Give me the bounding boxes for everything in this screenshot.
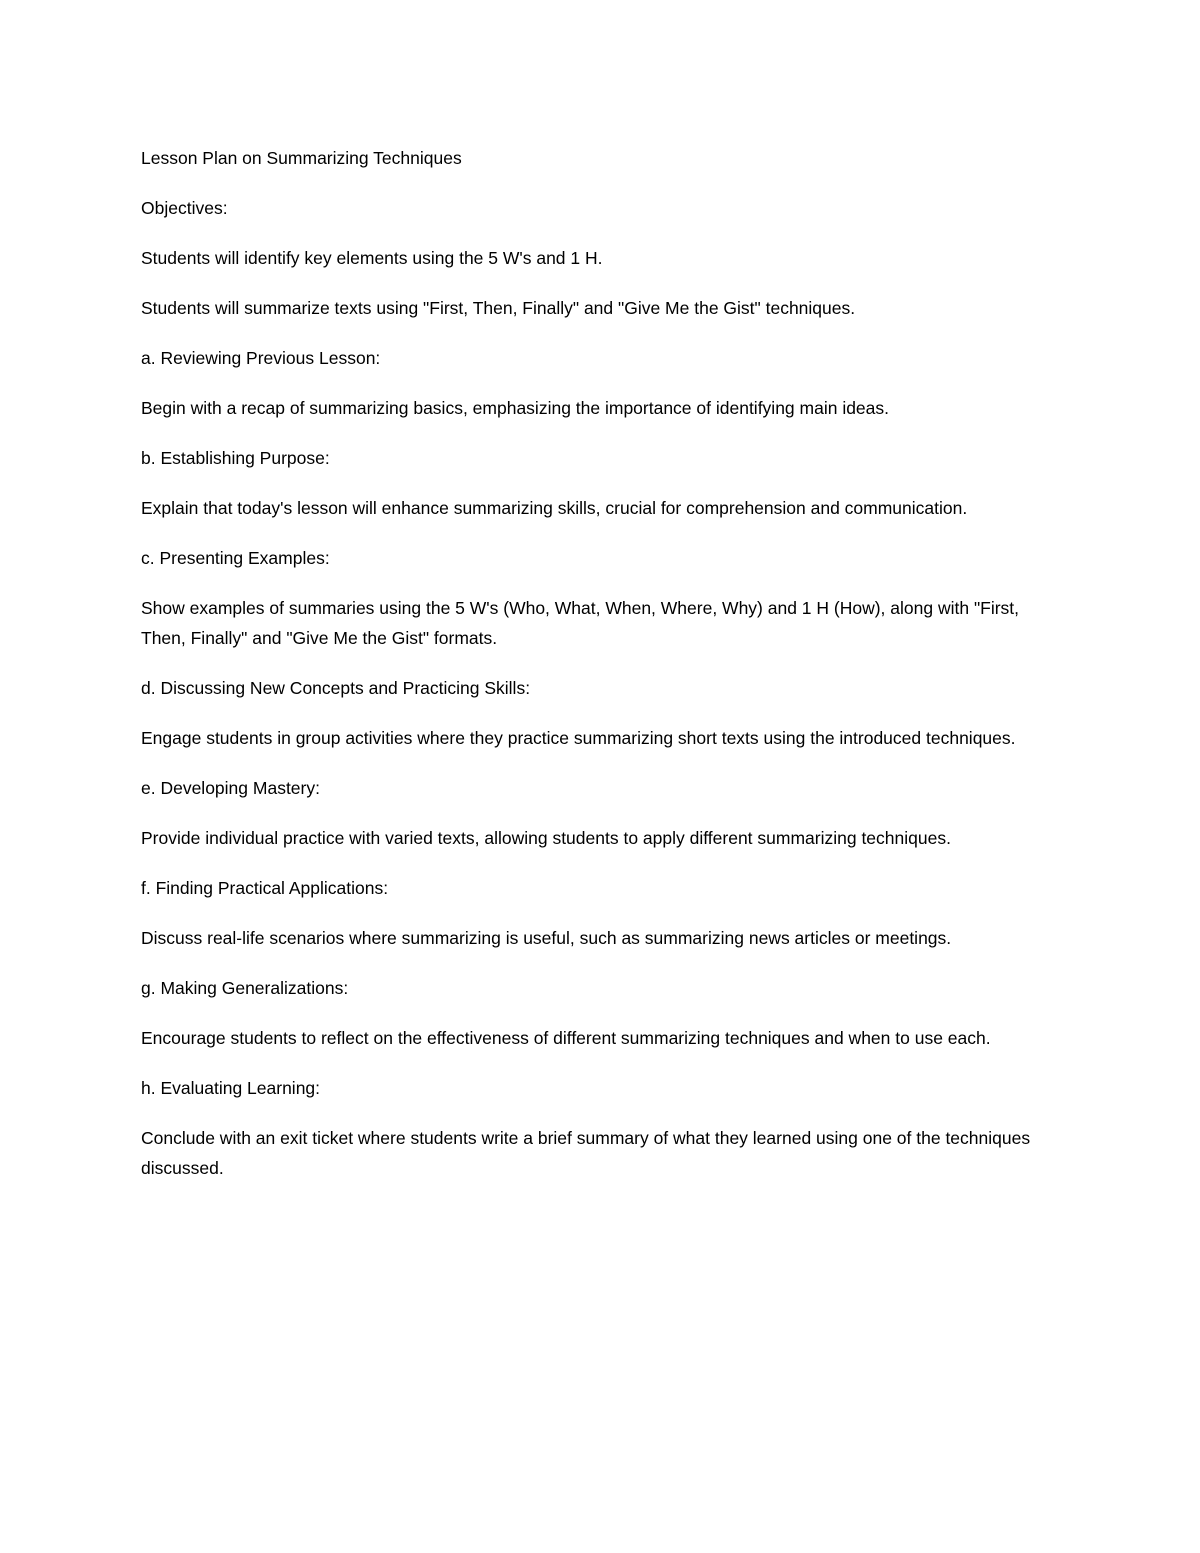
- section-heading-applications: f. Finding Practical Applications:: [141, 878, 389, 898]
- section-heading-examples: c. Presenting Examples:: [141, 548, 330, 568]
- section-heading-purpose: b. Establishing Purpose:: [141, 448, 330, 468]
- section-heading-evaluating: h. Evaluating Learning:: [141, 1078, 321, 1098]
- section-body-purpose: Explain that today's lesson will enhance summarizing skills, crucial for comprehension and communication.: [141, 498, 968, 518]
- section-body-new-concepts: Engage students in group activities where they practice summarizing short texts using the introduced techniques.: [141, 728, 1016, 748]
- section-body-reviewing: Begin with a recap of summarizing basics, emphasizing the importance of identifying main ideas.: [141, 398, 890, 418]
- section-heading-generalizations: g. Making Generalizations:: [141, 978, 349, 998]
- section-heading-new-concepts: d. Discussing New Concepts and Practicing Skills:: [141, 678, 531, 698]
- section-heading-mastery: e. Developing Mastery:: [141, 778, 320, 798]
- section-body-mastery: Provide individual practice with varied texts, allowing students to apply different summarizing techniques.: [141, 828, 951, 848]
- section-body-applications: Discuss real-life scenarios where summarizing is useful, such as summarizing news articles or meetings.: [141, 928, 952, 948]
- objective-item: Students will identify key elements using the 5 W's and 1 H.: [141, 248, 603, 268]
- section-body-generalizations: Encourage students to reflect on the effectiveness of different summarizing techniques and when to use each.: [141, 1028, 991, 1048]
- section-heading-reviewing: a. Reviewing Previous Lesson:: [141, 348, 381, 368]
- section-body-evaluating: Conclude with an exit ticket where students write a brief summary of what they learned using one of the techniques discussed.: [141, 1128, 1031, 1178]
- document-body: [141, 143, 1066, 1203]
- document-title: Lesson Plan on Summarizing Techniques: [141, 148, 462, 168]
- section-body-examples: Show examples of summaries using the 5 W's (Who, What, When, Where, Why) and 1 H (How), along with "First, Then, Finally" and "Give Me the Gist" formats.: [141, 598, 1020, 648]
- objectives-heading: Objectives:: [141, 198, 228, 218]
- objective-item: Students will summarize texts using "First, Then, Finally" and "Give Me the Gist" techniques.: [141, 298, 856, 318]
